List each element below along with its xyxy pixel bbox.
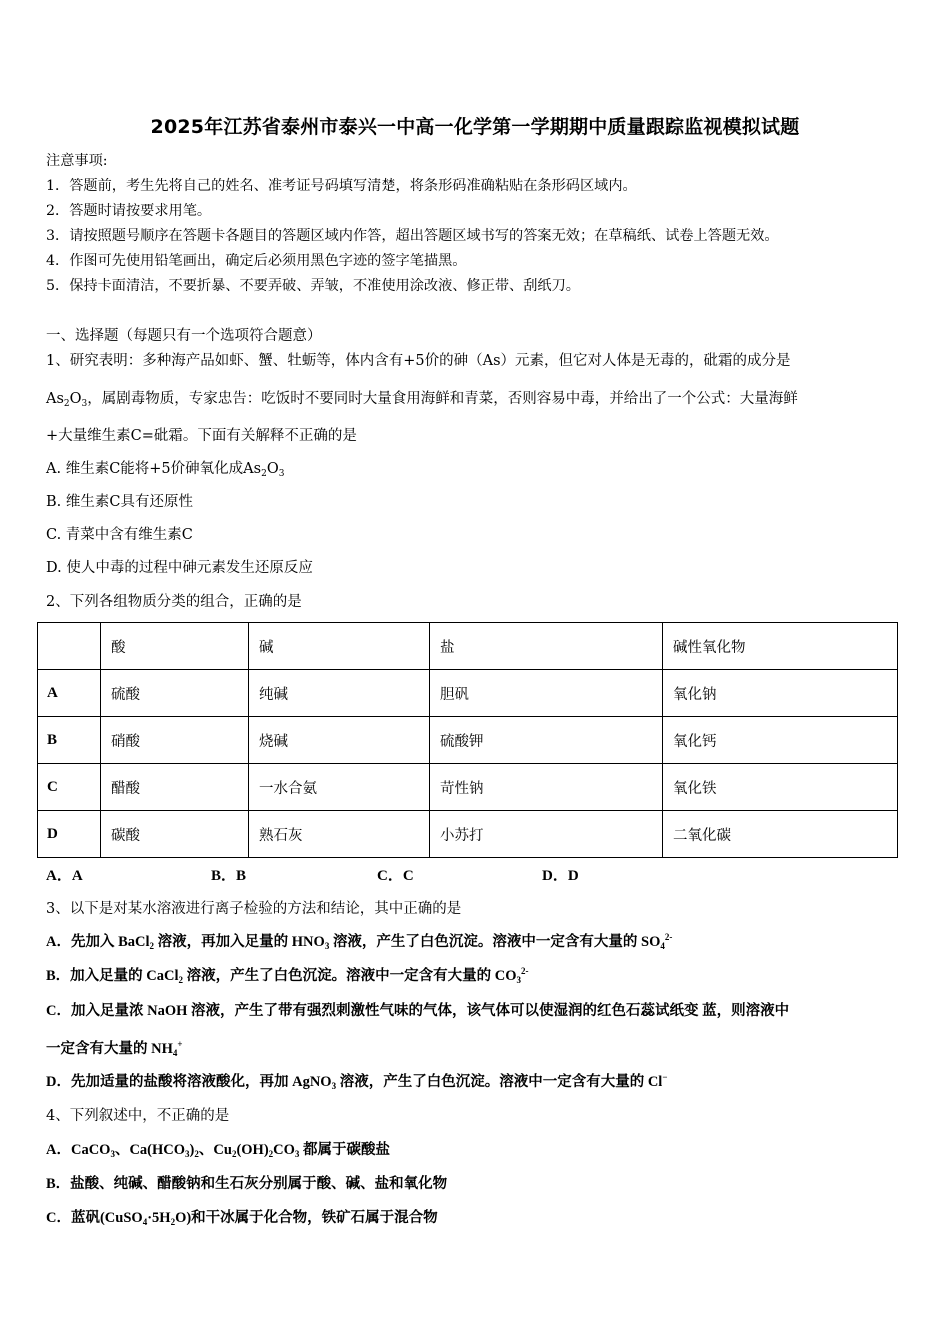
- section-heading: 一、选择题（每题只有一个选项符合题意）: [46, 328, 322, 344]
- table-cell: 氧化钙: [663, 717, 898, 764]
- table-cell: 胆矾: [430, 670, 663, 717]
- table-cell: [38, 623, 101, 670]
- table-cell: 碱: [249, 623, 430, 670]
- q1-option-c: C. 青菜中含有维生素C: [46, 527, 193, 543]
- notice-heading: 注意事项:: [46, 153, 108, 169]
- table-row: [38, 670, 898, 717]
- page-title: 2025年江苏省泰州市泰兴一中高一化学第一学期期中质量跟踪监视模拟试题: [150, 116, 800, 138]
- q1-stem-line2: $As_2O_3$，属剧毒物质，专家忠告：吃饭时不要同时大量食用海鲜和青菜，否则容易中毒，并给出了一个公式：大量海鲜: [46, 391, 798, 409]
- notice-item: 1．答题前，考生先将自己的姓名、准考证号码填写清楚，将条形码准确粘贴在条形码区域内。: [46, 178, 637, 194]
- q2-option-a: A．A: [46, 868, 83, 884]
- notice-item: 2．答题时请按要求用笔。: [46, 203, 212, 219]
- q3-option-b: B．加入足量的 CaCl$_2$ 溶液，产生了白色沉淀。溶液中一定含有大量的 $CO_3^{2-}$: [46, 966, 529, 985]
- notice-item: 5．保持卡面清洁，不要折暴、不要弄破、弄皱，不准使用涂改液、修正带、刮纸刀。: [46, 278, 580, 294]
- table-cell: 氧化铁: [663, 764, 898, 811]
- notice-item: 4．作图可先使用铅笔画出，确定后必须用黑色字迹的签字笔描黑。: [46, 253, 467, 269]
- table-row-label: C: [38, 764, 101, 811]
- q3-option-d: D．先加适量的盐酸将溶液酸化，再加 AgNO$_3$ 溶液，产生了白色沉淀。溶液中一定含有大量的 Cl−: [46, 1072, 668, 1091]
- table-cell: 碳酸: [101, 811, 249, 858]
- table-cell: 小苏打: [430, 811, 663, 858]
- q1-stem-line3: +大量维生素C=砒霜。下面有关解释不正确的是: [46, 428, 357, 444]
- table-cell: 纯碱: [249, 670, 430, 717]
- q1-stem-line1: 1、研究表明：多种海产品如虾、蟹、牡蛎等，体内含有+5价的砷（As）元素，但它对人体是无毒的，砒霜的成分是: [46, 353, 791, 369]
- table-cell: 醋酸: [101, 764, 249, 811]
- q2-stem: 2、下列各组物质分类的组合，正确的是: [46, 594, 302, 610]
- q1-option-b: B. 维生素C具有还原性: [46, 494, 193, 510]
- q3-stem: 3、以下是对某水溶液进行离子检验的方法和结论，其中正确的是: [46, 901, 462, 917]
- q4-option-c: C．蓝矾$(CuSO_4\cdot 5H_2O)$和干冰属于化合物，铁矿石属于混合物: [46, 1210, 438, 1227]
- table-cell: 硫酸钾: [430, 717, 663, 764]
- table-row: [38, 811, 898, 858]
- table-cell: 二氧化碳: [663, 811, 898, 858]
- table-cell: 氧化钠: [663, 670, 898, 717]
- table-cell: 硫酸: [101, 670, 249, 717]
- q4-stem: 4、下列叙述中，不正确的是: [46, 1108, 230, 1124]
- q1-option-a: A. 维生素C能将+5价砷氧化成$As_2O_3$: [46, 461, 285, 479]
- table-row: [38, 717, 898, 764]
- table-header-row: [38, 623, 898, 670]
- table-cell: 熟石灰: [249, 811, 430, 858]
- q3-option-c-line1: C．加入足量浓 NaOH 溶液，产生了带有强烈刺激性气味的气体，该气体可以使湿润的红色石蕊试纸变 蓝，则溶液中: [46, 1003, 790, 1019]
- q3-option-a: A．先加入 BaCl$_2$ 溶液，再加入足量的 $HNO_3$ 溶液，产生了白色沉淀。溶液中一定含有大量的 $SO_4^{2-}$: [46, 932, 673, 951]
- q4-option-a: A．CaCO$_3$、$Ca(HCO_3)_2$、$Cu_2(OH)_2CO_3$ 都属于碳酸盐: [46, 1142, 391, 1159]
- q2-option-c: C．C: [377, 868, 414, 884]
- table-cell: 一水合氨: [249, 764, 430, 811]
- q2-classification-table: [37, 622, 898, 858]
- table-cell: 苛性钠: [430, 764, 663, 811]
- table-cell: 酸: [101, 623, 249, 670]
- q2-option-b: B．B: [211, 868, 247, 884]
- table-row-label: A: [38, 670, 101, 717]
- table-cell: 烧碱: [249, 717, 430, 764]
- table-cell: 盐: [430, 623, 663, 670]
- table-cell: 硝酸: [101, 717, 249, 764]
- table-cell: 碱性氧化物: [663, 623, 898, 670]
- q1-option-d: D. 使人中毒的过程中砷元素发生还原反应: [46, 560, 313, 576]
- notice-item: 3．请按照题号顺序在答题卡各题目的答题区域内作答，超出答题区域书写的答案无效；在草稿纸、试卷上答题无效。: [46, 228, 779, 244]
- table-row: [38, 764, 898, 811]
- q2-option-d: D．D: [542, 868, 579, 884]
- q3-option-c-line2: 一定含有大量的 $NH_4^+$: [46, 1039, 183, 1058]
- table-row-label: D: [38, 811, 101, 858]
- q4-option-b: B．盐酸、纯碱、醋酸钠和生石灰分别属于酸、碱、盐和氧化物: [46, 1176, 448, 1192]
- table-row-label: B: [38, 717, 101, 764]
